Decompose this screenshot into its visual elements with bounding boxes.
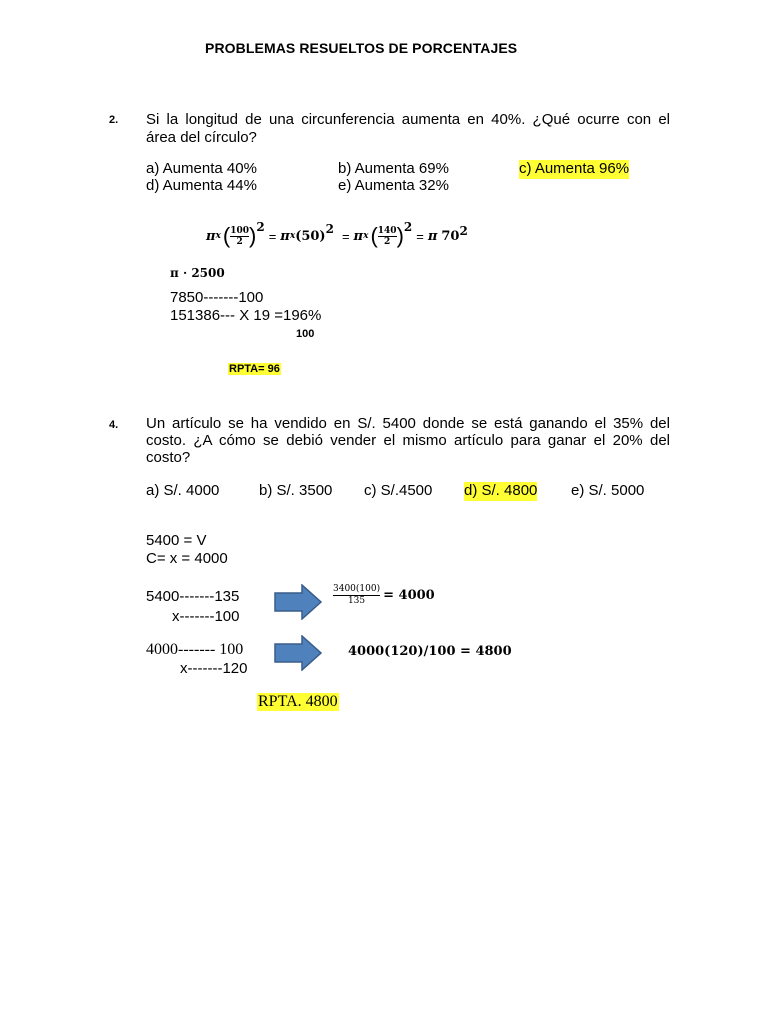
problem-4-rule2-line2: x-------120 <box>180 660 248 677</box>
problem-2-answer: RPTA= 96 <box>229 363 280 375</box>
problem-2-statement-line2: área del círculo? <box>146 129 257 146</box>
problem-4-option-a: a) S/. 4000 <box>146 482 220 499</box>
page-title: PROBLEMAS RESUELTOS DE PORCENTAJES <box>205 40 518 56</box>
problem-2-option-d: d) Aumenta 44% <box>146 177 257 194</box>
problem-4-rule2-line1: 4000------- 100 <box>146 641 244 658</box>
problem-4-answer: RPTA. 4800 <box>258 693 338 710</box>
right-arrow-icon <box>274 635 322 671</box>
problem-4-option-e: e) S/. 5000 <box>571 482 645 499</box>
problem-2-option-a: a) Aumenta 40% <box>146 160 257 177</box>
problem-4-rule1-line1: 5400-------135 <box>146 588 240 605</box>
problem-4-given-1: 5400 = V <box>146 532 207 549</box>
problem-2-equation: π x ( $\frac{100}{2}$ ) 2 = π x (50) 2 = π x ( $\frac{140}{2}$ ) 2 = π 70 2 <box>206 220 468 248</box>
problem-2-option-c-correct: c) Aumenta 96% <box>519 160 630 177</box>
problem-4-rule1-line2: x-------100 <box>172 608 240 625</box>
problem-2-work-line3: 100 <box>296 328 315 340</box>
problem-4-calc-2: 4000(120)/100 = 4800 <box>348 644 512 659</box>
problem-2-option-b: b) Aumenta 69% <box>338 160 449 177</box>
problem-4-statement-line1: Un artículo se ha vendido en S/. 5400 donde se está ganando el 35% del <box>146 415 670 432</box>
problem-2-statement-line1: Si la longitud de una circunferencia aumenta en 40%. ¿Qué ocurre con el <box>146 111 670 128</box>
problem-2-number: 2. <box>109 114 119 126</box>
problem-4-statement-line3: costo? <box>146 449 191 466</box>
problem-4-statement-line2: costo. ¿A cómo se debió vender el mismo artículo para ganar el 20% del <box>146 432 670 449</box>
problem-4-given-2: C= x = 4000 <box>146 550 228 567</box>
problem-2-pi-times: π · 2500 <box>170 266 225 280</box>
problem-4-option-b: b) S/. 3500 <box>259 482 333 499</box>
problem-4-number: 4. <box>109 419 119 431</box>
problem-4-option-c: c) S/.4500 <box>364 482 433 499</box>
right-arrow-icon <box>274 584 322 620</box>
problem-4-option-d-correct: d) S/. 4800 <box>464 482 538 499</box>
problem-4-fraction-calc: $\frac{3400(100)}{135}$ = 4000 <box>333 584 435 606</box>
problem-2-work-line2: 151386--- X 19 =196% <box>170 307 322 324</box>
problem-2-option-e: e) Aumenta 32% <box>338 177 449 194</box>
problem-2-work-line1: 7850-------100 <box>170 289 264 306</box>
